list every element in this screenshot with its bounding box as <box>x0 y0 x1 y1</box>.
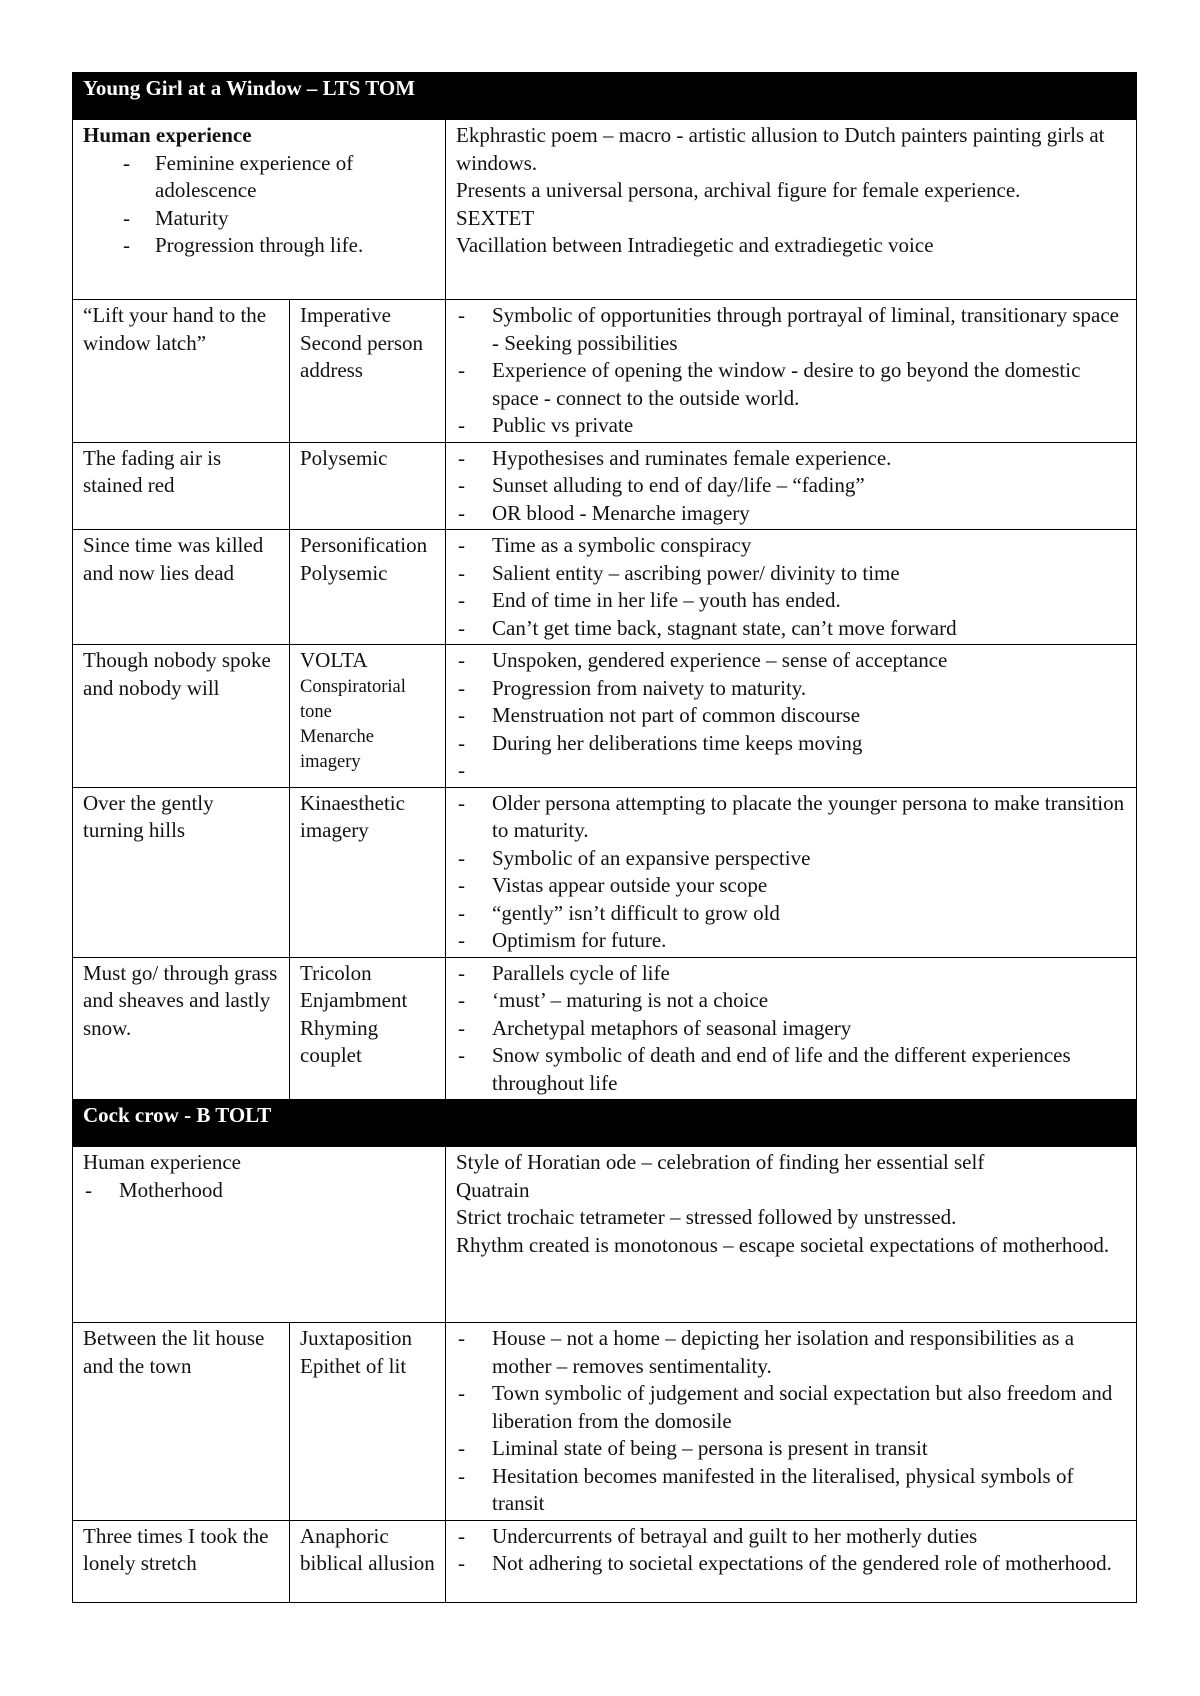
analysis-row <box>73 442 1137 530</box>
analysis-cell <box>446 530 1137 645</box>
section-header-row <box>73 1100 1137 1147</box>
bullet-item: - Vistas appear outside your scope <box>456 872 1126 900</box>
technique-line: Imperative <box>300 303 391 327</box>
bullet-list <box>83 150 435 260</box>
analysis-cell <box>446 300 1137 443</box>
analysis-cell <box>446 787 1137 957</box>
technique-line: Conspiratorial tone <box>300 676 406 722</box>
overview-line: Rhythm created is monotonous – escape societal expectations of motherhood. <box>456 1232 1110 1257</box>
bullet-item: - Parallels cycle of life <box>456 960 1126 988</box>
technique-cell <box>290 530 446 645</box>
section-intro-row <box>73 120 1137 300</box>
analysis-row <box>73 1323 1137 1521</box>
overview-line: Vacillation between Intradiegetic and extradiegetic voice <box>456 233 934 257</box>
bullet-item: - OR blood - Menarche imagery <box>456 500 1126 528</box>
bullet-item: - Can’t get time back, stagnant state, can’t move forward <box>456 615 1126 643</box>
bullet-item: - Symbolic of opportunities through portrayal of liminal, transitionary space - Seeking possibilities <box>456 302 1126 357</box>
technique-line: Enjambment <box>300 988 408 1012</box>
section-title: Young Girl at a Window – LTS TOM <box>73 73 1137 120</box>
bullet-item: - Progression through life. <box>121 232 435 260</box>
technique-cell <box>290 957 446 1100</box>
bullet-item <box>456 757 1126 785</box>
technique-line: Second person address <box>300 330 424 382</box>
bullet-item: - Motherhood <box>83 1177 435 1205</box>
technique-line: Polysemic <box>300 560 388 585</box>
bullet-list <box>456 960 1126 1098</box>
poem-overview-cell <box>446 120 1137 300</box>
bullet-list <box>456 445 1126 528</box>
analysis-row <box>73 787 1137 957</box>
bullet-item: - Time as a symbolic conspiracy <box>456 532 1126 560</box>
overview-line: Strict trochaic tetrameter – stressed followed by unstressed. <box>456 1205 957 1229</box>
technique-cell <box>290 442 446 530</box>
analysis-row <box>73 300 1137 443</box>
analysis-row <box>73 530 1137 645</box>
technique-cell <box>290 787 446 957</box>
technique-line: Anaphoric biblical allusion <box>300 1523 435 1575</box>
bullet-item: - Progression from naivety to maturity. <box>456 675 1126 703</box>
poem-overview-cell <box>446 1147 1137 1323</box>
human-experience-cell <box>73 120 446 300</box>
quote-cell: Over the gently turning hills <box>73 787 290 957</box>
bullet-list <box>456 1523 1126 1578</box>
bullet-list <box>456 302 1126 440</box>
quote-cell: Though nobody spoke and nobody will <box>73 645 290 788</box>
section-intro-row <box>73 1147 1137 1323</box>
technique-line: Kinaesthetic imagery <box>300 790 405 842</box>
overview-line: Ekphrastic poem – macro - artistic allusion to Dutch painters painting girls at windows. <box>456 123 1105 175</box>
bullet-item: - Not adhering to societal expectations of the gendered role of motherhood. <box>456 1550 1126 1578</box>
bullet-item: - Menstruation not part of common discourse <box>456 702 1126 730</box>
bullet-item: - Archetypal metaphors of seasonal imagery <box>456 1015 1126 1043</box>
overview-line: SEXTET <box>456 205 535 230</box>
analysis-row <box>73 645 1137 788</box>
bullet-item: - Older persona attempting to placate the younger persona to make transition to maturity. <box>456 790 1126 845</box>
bullet-item: - Public vs private <box>456 412 1126 440</box>
bullet-item: - Salient entity – ascribing power/ divinity to time <box>456 560 1126 588</box>
bullet-item: - Snow symbolic of death and end of life and the different experiences throughout life <box>456 1042 1126 1097</box>
bullet-item: - Hypothesises and ruminates female experience. <box>456 445 1126 473</box>
analysis-row <box>73 957 1137 1100</box>
bullet-item: - Experience of opening the window - desire to go beyond the domestic space - connect to the outside world. <box>456 357 1126 412</box>
bullet-list <box>456 647 1126 785</box>
analysis-cell <box>446 645 1137 788</box>
overview-line: Style of Horatian ode – celebration of finding her essential self <box>456 1150 985 1174</box>
quote-cell: Since time was killed and now lies dead <box>73 530 290 645</box>
bullet-item: - Feminine experience of adolescence <box>121 150 435 205</box>
bullet-list <box>83 1177 435 1205</box>
bullet-item: - Sunset alluding to end of day/life – “fading” <box>456 472 1126 500</box>
bullet-item: - Symbolic of an expansive perspective <box>456 845 1126 873</box>
bullet-list <box>456 1325 1126 1518</box>
bullet-item: - House – not a home – depicting her isolation and responsibilities as a mother – removes sentimentality. <box>456 1325 1126 1380</box>
analysis-cell <box>446 442 1137 530</box>
bullet-item: - Unspoken, gendered experience – sense of acceptance <box>456 647 1126 675</box>
technique-line: Epithet of lit <box>300 1353 407 1378</box>
technique-line: Tricolon <box>300 960 372 985</box>
notes-table <box>72 72 1137 1603</box>
bullet-item: - ‘must’ – maturing is not a choice <box>456 987 1126 1015</box>
section-title: Cock crow - B TOLT <box>73 1100 1137 1147</box>
bullet-item: - Optimism for future. <box>456 927 1126 955</box>
bullet-item: - Undercurrents of betrayal and guilt to her motherly duties <box>456 1523 1126 1551</box>
bullet-item: - Hesitation becomes manifested in the literalised, physical symbols of transit <box>456 1463 1126 1518</box>
human-experience-heading: Human experience <box>83 123 252 147</box>
technique-line: Juxtaposition <box>300 1326 413 1350</box>
technique-cell <box>290 645 446 788</box>
bullet-item: - Liminal state of being – persona is present in transit <box>456 1435 1126 1463</box>
quote-cell: Three times I took the lonely stretch <box>73 1520 290 1602</box>
quote-cell: “Lift your hand to the window latch” <box>73 300 290 443</box>
technique-line: Polysemic <box>300 445 388 470</box>
bullet-item: - Town symbolic of judgement and social expectation but also freedom and liberation from the domosile <box>456 1380 1126 1435</box>
human-experience-cell <box>73 1147 446 1323</box>
technique-line: Rhyming couplet <box>300 1015 379 1067</box>
bullet-item: - End of time in her life – youth has ended. <box>456 587 1126 615</box>
analysis-cell <box>446 1323 1137 1521</box>
analysis-row <box>73 1520 1137 1602</box>
bullet-item: - Maturity <box>121 205 435 233</box>
section-header-row <box>73 73 1137 120</box>
technique-line: Personification <box>300 533 428 557</box>
technique-cell <box>290 1323 446 1521</box>
technique-cell <box>290 1520 446 1602</box>
bullet-item: - “gently” isn’t difficult to grow old <box>456 900 1126 928</box>
technique-line: VOLTA <box>300 648 368 672</box>
technique-line: Menarche imagery <box>300 726 374 772</box>
quote-cell: The fading air is stained red <box>73 442 290 530</box>
overview-line: Quatrain <box>456 1177 530 1202</box>
overview-line: Presents a universal persona, archival figure for female experience. <box>456 178 1021 202</box>
analysis-cell <box>446 957 1137 1100</box>
technique-cell <box>290 300 446 443</box>
analysis-cell <box>446 1520 1137 1602</box>
bullet-item: - During her deliberations time keeps moving <box>456 730 1126 758</box>
bullet-list <box>456 790 1126 955</box>
bullet-list <box>456 532 1126 642</box>
human-experience-heading: Human experience <box>83 1150 242 1174</box>
quote-cell: Between the lit house and the town <box>73 1323 290 1521</box>
quote-cell: Must go/ through grass and sheaves and lastly snow. <box>73 957 290 1100</box>
